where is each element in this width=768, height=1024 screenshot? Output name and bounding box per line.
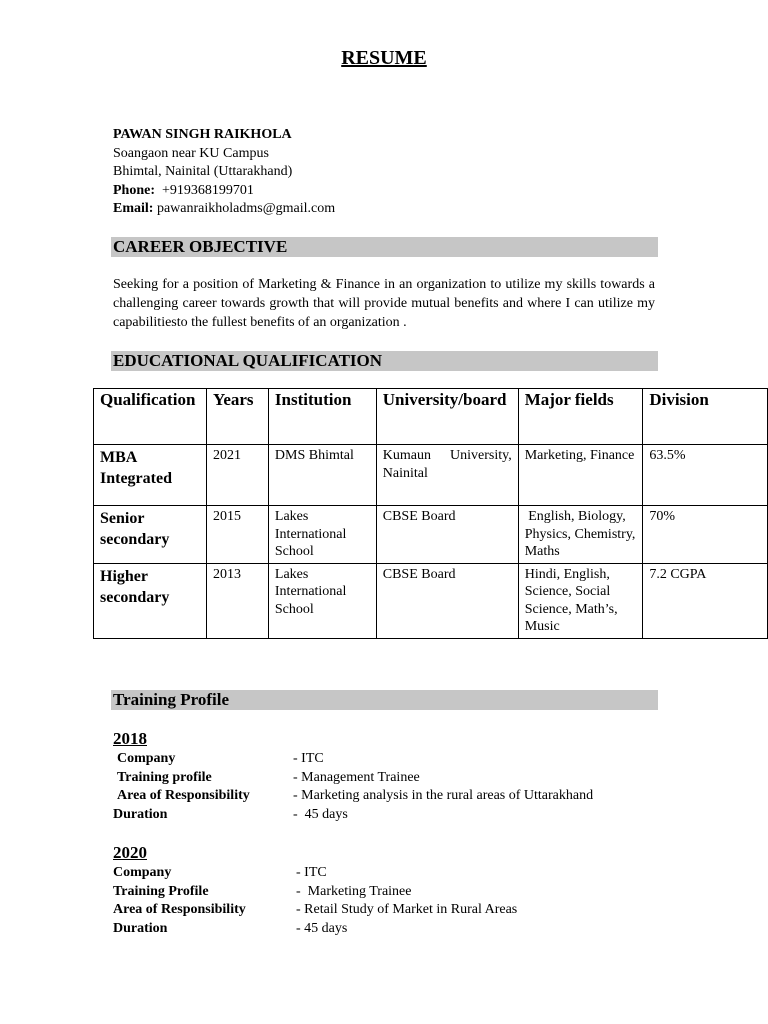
career-objective-text: Seeking for a position of Marketing & Finance in an organization to utilize my skills towards a challenging career towards growth that will provide mutual benefits and where I can utilize my capabilitiesto the fullest benefits of an organization . [113, 277, 655, 330]
table-row [94, 506, 768, 564]
training-entry-2020 [113, 864, 246, 938]
email-line [113, 200, 335, 219]
phone-label: Phone: [113, 182, 155, 198]
candidate-name: PAWAN SINGH RAIKHOLA [113, 127, 292, 142]
qualification-cell: MBA Integrated [94, 445, 207, 506]
duration-value: - 45 days [293, 806, 348, 822]
major-fields-cell: Hindi, English, Science, Social Science, Math’s, Music [518, 563, 643, 638]
education-heading: EDUCATIONAL QUALIFICATION [111, 351, 658, 371]
training-values-2018 [293, 750, 593, 824]
area-value: - Retail Study of Market in Rural Areas [296, 902, 518, 917]
training-profile-value: - Marketing Trainee [296, 883, 412, 899]
address-line-1: Soangaon near KU Campus [113, 145, 269, 161]
duration-label: Duration [113, 920, 168, 936]
table-header-row [94, 389, 768, 445]
table-row [94, 445, 768, 506]
major-fields-cell: Marketing, Finance [518, 445, 643, 506]
header-qualification: Qualification [94, 389, 207, 445]
training-heading: Training Profile [111, 690, 658, 710]
header-years: Years [206, 389, 268, 445]
company-value: - ITC [293, 751, 324, 766]
training-year: 2018 [113, 729, 147, 748]
division-cell: 63.5% [643, 445, 768, 506]
university-cell: CBSE Board [376, 563, 518, 638]
year-cell: 2021 [206, 445, 268, 506]
header-division: Division [643, 389, 768, 445]
division-cell: 70% [643, 506, 768, 564]
email-label: Email: [113, 201, 154, 217]
header-university: University/board [376, 389, 518, 445]
institution-cell: DMS Bhimtal [268, 445, 376, 506]
header-institution: Institution [268, 389, 376, 445]
phone-value: +919368199701 [162, 182, 254, 198]
career-objective-heading: CAREER OBJECTIVE [111, 237, 658, 257]
page-title: RESUME [341, 47, 427, 69]
table-row [94, 563, 768, 638]
qualification-cell: Senior secondary [94, 506, 207, 564]
phone-line [113, 182, 335, 201]
training-year: 2020 [113, 843, 147, 862]
company-label: Company [117, 751, 176, 766]
training-profile-label: Training profile [117, 769, 212, 785]
university-cell: CBSE Board [376, 506, 518, 564]
area-label: Area of Responsibility [117, 788, 250, 803]
institution-cell: Lakes International School [268, 563, 376, 638]
year-cell: 2015 [206, 506, 268, 564]
area-label: Area of Responsibility [113, 902, 246, 917]
university-cell: Kumaun University, Nainital [376, 445, 518, 506]
major-fields-cell: English, Biology, Physics, Chemistry, Maths [518, 506, 643, 564]
training-entry-2018 [113, 750, 250, 824]
address-line-2: Bhimtal, Nainital (Uttarakhand) [113, 164, 293, 180]
institution-cell: Lakes International School [268, 506, 376, 564]
training-values-2020 [296, 864, 517, 938]
training-profile-value: - Management Trainee [293, 769, 420, 785]
email-value: pawanraikholadms@gmail.com [156, 201, 336, 217]
header-major-fields: Major fields [518, 389, 643, 445]
year-cell: 2013 [206, 563, 268, 638]
area-value: - Marketing analysis in the rural areas of Uttarakhand [293, 788, 594, 803]
duration-value: - 45 days [296, 920, 348, 936]
duration-label: Duration [113, 806, 168, 822]
qualification-cell: Higher secondary [94, 563, 207, 638]
company-label: Company [113, 865, 172, 880]
division-cell: 7.2 CGPA [643, 563, 768, 638]
training-profile-label: Training Profile [113, 883, 209, 899]
contact-block [113, 126, 335, 219]
education-table [93, 388, 768, 639]
company-value: - ITC [296, 865, 327, 880]
